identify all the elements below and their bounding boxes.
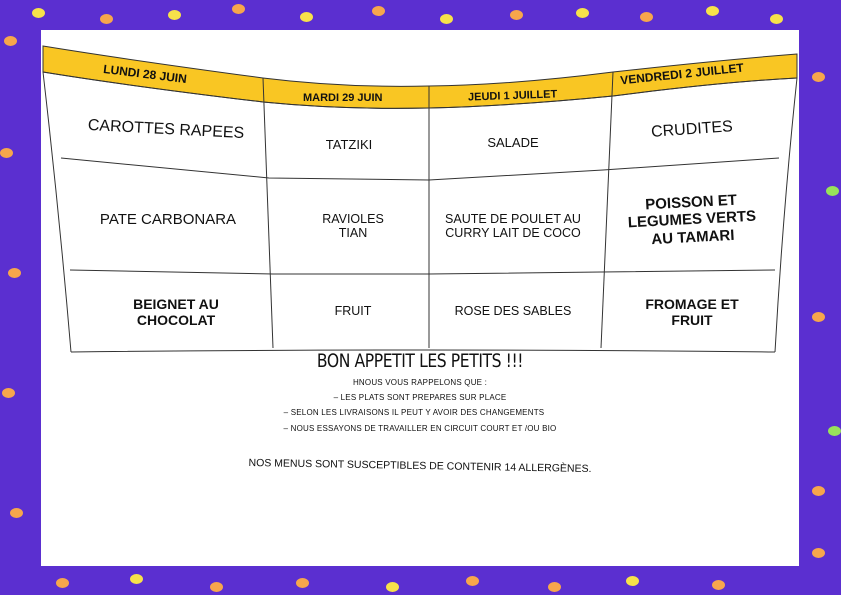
- polka-dot: [210, 582, 223, 592]
- polka-dot: [812, 486, 825, 496]
- polka-dot: [510, 10, 523, 20]
- polka-dot: [548, 582, 561, 592]
- polka-dot: [626, 576, 639, 586]
- dessert-tuesday: FRUIT: [334, 303, 372, 318]
- dessert-monday: BEIGNET AU CHOCOLAT: [133, 295, 219, 328]
- polka-dot: [56, 578, 69, 588]
- polka-dot: [770, 14, 783, 24]
- polka-dot: [826, 186, 839, 196]
- starter-friday: CRUDITES: [650, 117, 734, 141]
- starter-monday: CAROTTES RAPEES: [87, 116, 245, 142]
- allergen-notice: NOS MENUS SONT SUSCEPTIBLES DE CONTENIR 14 ALLERGÈNES.: [248, 457, 592, 475]
- polka-dot: [440, 14, 453, 24]
- main-monday: PATE CARBONARA: [99, 211, 237, 229]
- menu-sheet: [41, 30, 799, 566]
- polka-dot: [386, 582, 399, 592]
- polka-dot: [168, 10, 181, 20]
- polka-dot: [300, 12, 313, 22]
- polka-dot: [0, 148, 13, 158]
- day-header-friday: VENDREDI 2 JUILLET: [619, 60, 745, 88]
- polka-dot: [372, 6, 385, 16]
- polka-dot: [130, 574, 143, 584]
- main-tuesday: RAVIOLES TIAN: [322, 211, 384, 240]
- polka-dot: [812, 548, 825, 558]
- reminder-note-2: – SELON LES LIVRAISONS IL PEUT Y AVOIR DES CHANGEMENTS: [283, 408, 545, 417]
- starter-tuesday: TATZIKI: [325, 136, 373, 152]
- polka-dot: [10, 508, 23, 518]
- reminder-note-3: – NOUS ESSAYONS DE TRAVAILLER EN CIRCUIT COURT ET /OU BIO: [283, 424, 557, 433]
- day-header-tuesday: MARDI 29 JUIN: [303, 92, 383, 104]
- polka-dot: [828, 426, 841, 436]
- polka-dot: [2, 388, 15, 398]
- polka-dot: [296, 578, 309, 588]
- main-friday: POISSON ET LEGUMES VERTS AU TAMARI: [627, 191, 757, 248]
- dessert-friday: FROMAGE ET FRUIT: [645, 295, 739, 328]
- starter-thursday: SALADE: [487, 134, 539, 150]
- reminder-note-1: – LES PLATS SONT PREPARES SUR PLACE: [333, 393, 507, 402]
- day-header-monday: LUNDI 28 JUIN: [102, 61, 188, 87]
- polka-dot: [232, 4, 245, 14]
- main-thursday: SAUTE DE POULET AU CURRY LAIT DE COCO: [445, 211, 581, 240]
- polka-dot: [812, 312, 825, 322]
- reminder-intro: HNOUS VOUS RAPPELONS QUE :: [352, 378, 488, 387]
- polka-dot: [466, 576, 479, 586]
- polka-dot: [4, 36, 17, 46]
- polka-dot: [32, 8, 45, 18]
- bon-appetit-title: BON APPETIT LES PETITS !!!: [316, 350, 524, 372]
- polka-dot: [706, 6, 719, 16]
- polka-dot: [8, 268, 21, 278]
- dessert-thursday: ROSE DES SABLES: [454, 303, 572, 318]
- polka-dot: [576, 8, 589, 18]
- day-header-thursday: JEUDI 1 JUILLET: [467, 88, 558, 104]
- polka-dot: [100, 14, 113, 24]
- polka-dot: [712, 580, 725, 590]
- polka-dot: [812, 72, 825, 82]
- polka-dot: [640, 12, 653, 22]
